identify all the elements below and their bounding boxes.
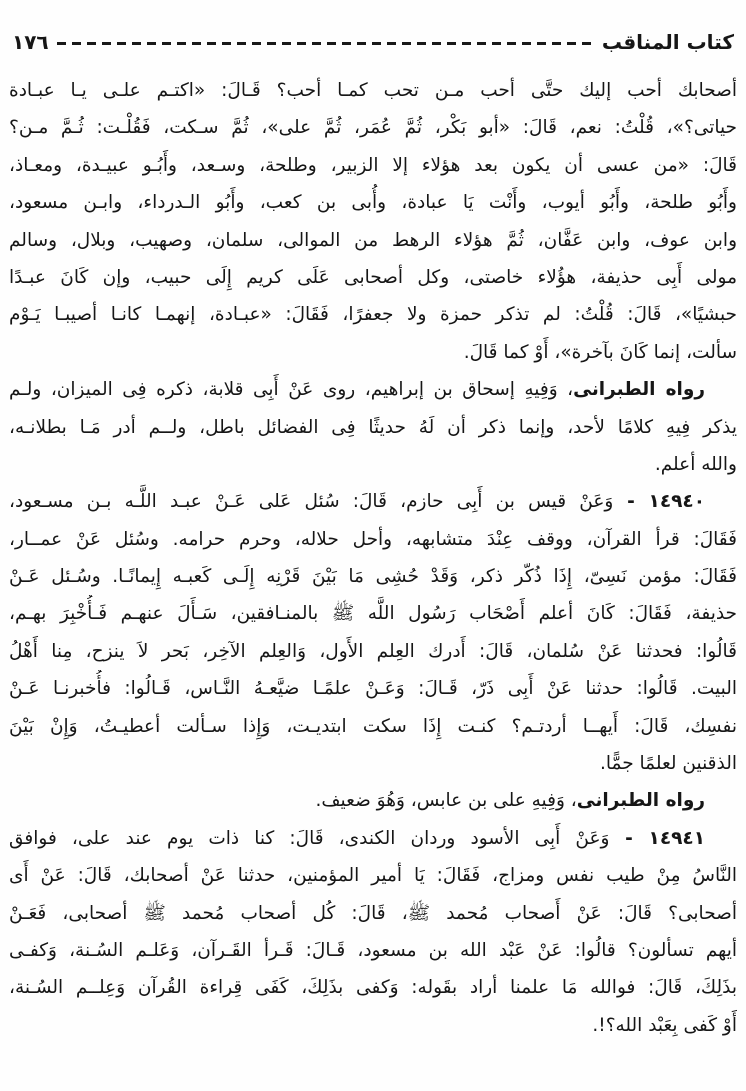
paragraph-attribution-tabarani-2 [9, 782, 737, 819]
text-segment: والله أعلم. [654, 453, 737, 475]
text-line [9, 558, 737, 595]
text-line [9, 595, 737, 632]
text-segment: سألت، إنما كَانَ بآخرة»، أَوْ كما قَالَ. [463, 341, 737, 363]
text-line [9, 184, 737, 221]
paragraph-hadith-14941 [9, 820, 737, 1044]
text-segment: نفسِك، قَالَ: أَيهــا أردتـم؟ كنـت إِذَا سكت ابتديـت، وَإِذا سـألت أعطيـتُ، وَإِنْ بَيْنَ [9, 715, 737, 737]
page-body [9, 72, 737, 1044]
text-segment: وَعَنْ أَبِى الأسود وردان الكندى، قَالَ: كنا ذات يوم عند على، فوافق [9, 827, 610, 849]
text-segment: ، وَفِيهِ على بن عابس، وَهُوَ ضعيف. [315, 790, 577, 812]
text-line [9, 745, 737, 782]
paragraph-attribution-tabarani-1 [9, 371, 737, 483]
text-segment: أصحابك أحب إليك حتَّى أحب مـن تحب كمـا أحب؟ قَـالَ: «اكتـم علـى يـا عبـادة [9, 80, 737, 101]
hadith-number: ١٤٩٤٠ - [613, 491, 706, 513]
text-line [9, 109, 737, 146]
text-line [9, 670, 737, 707]
text-segment: مولى أَبِى حذيفة، هؤُلاء خاصتى، وكل أصحابى عَلَى كريم إِلَى حبيب، وإن كَانَ عبـدًا [9, 266, 737, 288]
text-line [9, 633, 737, 670]
text-line [9, 708, 737, 745]
hadith-number: ١٤٩٤١ - [609, 827, 706, 849]
text-segment: البيت. قَالُوا: حدثنا عَنْ أَبِى ذَرّ، قَـالَ: وَعَـنْ علمًـا ضيَّعـهُ النَّـاس، قَـالُوا: فأُخبرنـا عَـنْ [9, 678, 737, 700]
text-line [9, 1007, 737, 1044]
text-segment: النَّاسُ مِنْ طيب نفس ومزاج، فَقَالَ: يَا أمير المؤمنين، حدثنا عَنْ أصحابك، قَالَ: عَنْ أَى [9, 865, 737, 887]
text-line [9, 371, 737, 408]
text-segment: ، وَفِيهِ إسحاق بن إبراهيم، روى عَنْ أَبِى قلابة، ذكره فِى الميزان، ولـم [9, 379, 574, 401]
text-segment: أصحابى؟ قَالَ: عَنْ أَصحاب مُحمد ﷺ، قَالَ: كُل أصحاب مُحمد ﷺ أصحابى، فَعَـنْ [9, 902, 737, 924]
text-line [9, 932, 737, 969]
paragraph-hadith-continuation [9, 72, 737, 371]
text-segment: حياتى؟»، قُلْتُ: نعم، قَالَ: «أبو بَكْر، ثُمَّ عُمَر، ثُمَّ على»، ثُمَّ سـكت، فَقُلْـت: ثُـمَّ مـن؟ [9, 117, 737, 139]
text-line [9, 782, 737, 819]
text-line [9, 409, 737, 446]
text-segment: بذَلِكَ، قَالَ: فوالله مَا علمنا أراد بقَوله: وَكفى بذَلِكَ، كَفَى قِراءة القُرآن وَعِلــم السُـنة، [9, 977, 737, 999]
text-segment: فَقَالَ: قرأ القرآن، ووقف عِنْدَ متشابهه، وأحل حلاله، وحرم حرامه. وسُئل عَنْ عمــار، [9, 528, 737, 550]
narrator-attribution: رواه الطبرانى [573, 379, 705, 401]
text-line [9, 446, 737, 483]
page-number: ١٧٦ [12, 30, 49, 54]
book-title: كتاب المناقب [601, 30, 734, 54]
text-segment: قَالَ: «من عسى أن يكون بعد هؤلاء إلا الزبير، وطلحة، وسـعد، وأَبُـو عبيـدة، ومعـاذ، [9, 154, 737, 176]
text-line [9, 820, 737, 857]
text-line [9, 296, 737, 333]
text-line [9, 259, 737, 296]
text-segment: وأَبُو طلحة، وأَبُو أيوب، وأَنْت يَا عبادة، وأُبى بن كعب، وأَبُو الـدرداء، وابـن مسعود، [9, 192, 737, 214]
text-segment: قَالُوا: فحدثنا عَنْ سُلمان، قَالَ: أَدرك العِلم الأَول، وَالعِلم الآخِر، بَحر لاَ ينزح، مِنا أَهْلُ [9, 640, 737, 662]
text-line [9, 969, 737, 1006]
text-line [9, 521, 737, 558]
text-line [9, 334, 737, 371]
text-segment: أَوْ كَفى بِعَبْد الله؟!. [592, 1014, 737, 1036]
header-dashed-separator [57, 42, 594, 45]
text-line [9, 72, 737, 109]
paragraph-hadith-14940 [9, 483, 737, 782]
text-segment: الذقنين لعلمًا جمًّا. [599, 753, 737, 775]
text-segment: فَقَالَ: مؤمن نَسِىّ، إِذَا ذُكّر ذكر، وَقَدْ حُشِى مَا بَيْنَ قَرْنِه إِلَـى كَعبـه إِيمانًـا. وسُـئل عَـنْ [9, 566, 737, 588]
page-header [9, 26, 737, 58]
narrator-attribution: رواه الطبرانى [576, 790, 705, 812]
text-line [9, 483, 737, 520]
text-line [9, 895, 737, 932]
text-segment: وَعَنْ قيس بن أَبِى حازم، قَالَ: سُئل عَلى عَـنْ عبـد اللَّـه بـن مسـعود، [9, 491, 614, 513]
text-line [9, 222, 737, 259]
text-segment: وابن عوف، وابن عَفَّان، ثُمَّ هؤلاء الرهط من الموالى، سلمان، وصهيب، وبلال، وسالم [9, 229, 737, 251]
text-segment: أيهم تسألون؟ قالُوا: عَنْ عَبْد الله بن مسعود، قَـالَ: قَـرأ القَـرآن، وَعَلـم السُـنة، وَكفـى [9, 939, 737, 961]
text-line [9, 857, 737, 894]
text-segment: حذيفة، فَقَالَ: كَانَ أعلم أَصْحَاب رَسُول اللَّه ﷺ بالمنـافقين، سَـأَلَ عنهـم فَـأُخْبِرَ بهـم، [9, 603, 737, 625]
text-line [9, 147, 737, 184]
text-segment: يذكر فِيهِ كلامًا لأحد، وإنما ذكر أن لَهُ حديثًا فِى الفضائل باطل، ولــم أدر مَـا بطلانـه، [9, 416, 737, 438]
text-segment: حبشيًا»، قَالَ: قُلْتُ: لم تذكر حمزة ولا جعفرًا، فَقَالَ: «عبـادة، إنهمـا كانـا أصيبـا يَـوْم [9, 304, 737, 326]
